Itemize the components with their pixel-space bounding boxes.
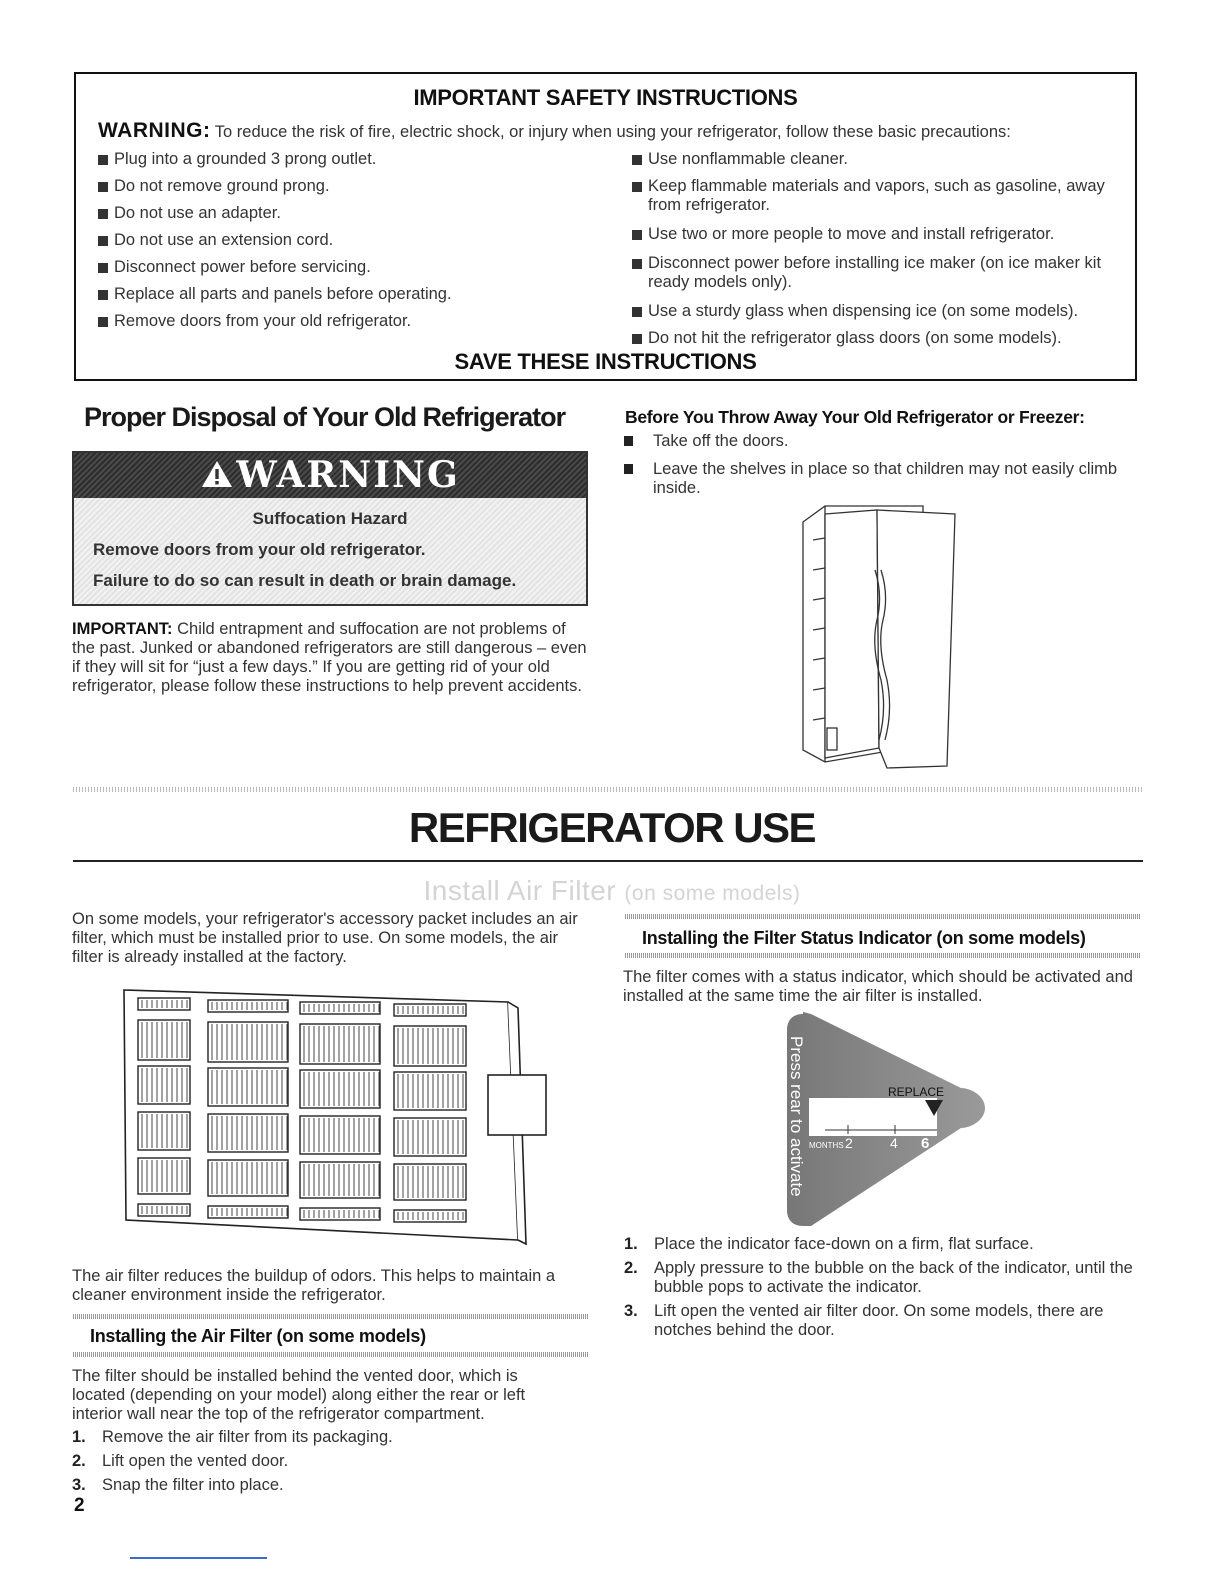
filter-slot [300, 1208, 380, 1220]
warning-body [74, 498, 586, 604]
safety-warning-line [98, 119, 1011, 143]
safety-title: IMPORTANT SAFETY INSTRUCTIONS [413, 85, 798, 110]
save-instructions: SAVE THESE INSTRUCTIONS [454, 349, 757, 374]
hazard-title: Suffocation Hazard [252, 509, 408, 528]
safety-instructions-box [74, 72, 1137, 381]
list-item: Do not remove ground prong. [97, 177, 597, 196]
divider [73, 1314, 589, 1319]
alert-triangle-icon [200, 459, 234, 489]
indicator-heading: Installing the Filter Status Indicator (on some models) [642, 928, 1086, 948]
footer-rule [130, 1557, 267, 1559]
warning-line-1: Remove doors from your old refrigerator. [93, 540, 426, 559]
month-4: 4 [890, 1135, 898, 1151]
reduces-paragraph: The air filter reduces the buildup of odors. This helps to maintain a cleaner environment inside the refrigerator. [72, 1267, 556, 1304]
press-rear-text: Press rear to activate [787, 1036, 806, 1197]
filter-steps [72, 1428, 582, 1495]
installing-filter-heading: Installing the Air Filter (on some models) [90, 1326, 426, 1346]
filter-slot [300, 1070, 380, 1108]
list-item: 1. Remove the air filter from its packaging. [72, 1428, 393, 1446]
filter-slot [300, 1162, 380, 1198]
refrigerator-illustration [795, 500, 965, 775]
main-rule [73, 860, 1143, 862]
list-item: Do not hit the refrigerator glass doors (on some models). [631, 329, 1126, 348]
before-list [622, 432, 1132, 498]
list-item: Use nonflammable cleaner. [631, 150, 1126, 169]
filter-slot [208, 1022, 288, 1062]
intro-paragraph: On some models, your refrigerator's accessory packet includes an air filter, which must be installed prior to use. On some models, the air filter is already installed at the factory. [72, 910, 578, 966]
list-item: Do not use an extension cord. [97, 231, 597, 250]
disposal-heading: Proper Disposal of Your Old Refrigerator [84, 402, 566, 432]
list-item: Do not use an adapter. [97, 204, 597, 223]
filter-slot [208, 1000, 288, 1012]
list-item: Remove doors from your old refrigerator. [97, 312, 597, 331]
filter-slot [300, 1002, 380, 1014]
filter-slot [208, 1068, 288, 1106]
list-item: Replace all parts and panels before operating. [97, 285, 597, 304]
filter-indicator-illustration [785, 1010, 990, 1230]
main-title: REFRIGERATOR USE [408, 804, 816, 851]
filter-slot [394, 1004, 466, 1016]
filter-slot [394, 1072, 466, 1110]
list-item: Use two or more people to move and install refrigerator. [631, 225, 1126, 244]
safety-right-list [631, 150, 1126, 348]
divider [625, 953, 1140, 958]
install-title-suffix: (on some models) [624, 882, 801, 905]
air-filter-illustration [118, 980, 550, 1255]
list-item: Leave the shelves in place so that children may not easily climb inside. [622, 460, 1132, 498]
divider [73, 1352, 589, 1357]
filter-slot [300, 1024, 380, 1064]
indicator-text: The filter comes with a status indicator, which should be activated and installed at the same time the air filter is installed. [623, 968, 1133, 1005]
page-number: 2 [74, 1495, 85, 1516]
months-label: MONTHS [809, 1141, 844, 1150]
list-item: Use a sturdy glass when dispensing ice (on some models). [631, 302, 1126, 321]
replace-label: REPLACE [888, 1085, 945, 1099]
warning-text: To reduce the risk of fire, electric shock, or injury when using your refrigerator, follow these basic precautions: [214, 123, 1011, 141]
step-text: Place the indicator face-down on a firm, flat surface. [654, 1235, 1034, 1253]
before-heading: Before You Throw Away Your Old Refrigerator or Freezer: [625, 407, 1085, 427]
list-item: 2. Lift open the vented door. [72, 1452, 289, 1470]
filter-slot [394, 1210, 466, 1222]
installing-filter-text: The filter should be installed behind the vented door, which is located (depending on your model) along either the rear or left interior wall near the top of the refrigerator compartment. [72, 1367, 526, 1423]
warning-bar [74, 453, 586, 498]
list-item: Keep flammable materials and vapors, such as gasoline, away from refrigerator. [631, 177, 1126, 215]
install-title-text: Install Air Filter [423, 875, 617, 906]
step-text: Lift open the vented door. [102, 1452, 289, 1470]
list-item: Disconnect power before servicing. [97, 258, 597, 277]
warning-line-2: Failure to do so can result in death or brain damage. [93, 571, 517, 590]
important-text: Child entrapment and suffocation are not problems of the past. Junked or abandoned refrigerators are still dangerous – even if they will sit for “just a few days.” If you are getting rid of your old refrigerator, please follow these instructions to help prevent accidents. [72, 620, 587, 695]
list-item: Plug into a grounded 3 prong outlet. [97, 150, 597, 169]
warning-label: WARNING: [98, 119, 211, 142]
step-text: Lift open the vented air filter door. On some models, there are notches behind the door. [654, 1302, 1104, 1339]
month-2: 2 [845, 1135, 853, 1151]
list-item: 2. Apply pressure to the bubble on the back of the indicator, until the bubble pops to activate the indicator. [624, 1259, 1133, 1296]
filter-slot [300, 1116, 380, 1154]
filter-slot [208, 1160, 288, 1196]
step-text: Apply pressure to the bubble on the back of the indicator, until the bubble pops to activate the indicator. [654, 1259, 1133, 1296]
important-label: IMPORTANT: [72, 620, 173, 638]
warning-word: WARNING [236, 454, 460, 496]
safety-left-list [97, 150, 597, 331]
month-6: 6 [921, 1135, 930, 1152]
install-title [0, 875, 1224, 907]
list-item: 3. Lift open the vented air filter door. On some models, there are notches behind the door. [624, 1302, 1104, 1339]
list-item: 1. Place the indicator face-down on a firm, flat surface. [624, 1235, 1034, 1253]
indicator-steps [624, 1235, 1144, 1340]
filter-slot [208, 1206, 288, 1218]
step-text: Remove the air filter from its packaging. [102, 1428, 393, 1446]
important-paragraph [72, 620, 588, 696]
warning-box [72, 451, 588, 606]
list-item: Take off the doors. [622, 432, 1132, 451]
list-item: Disconnect power before installing ice maker (on ice maker kit ready models only). [631, 254, 1126, 292]
filter-slot [394, 1026, 466, 1066]
filter-slot [208, 1114, 288, 1152]
divider [625, 914, 1140, 919]
warning-title [74, 454, 586, 496]
list-item: 3. Snap the filter into place. [72, 1476, 284, 1494]
filter-slot [394, 1164, 466, 1200]
filter-slot [394, 1118, 466, 1156]
section-divider [73, 787, 1143, 792]
step-text: Snap the filter into place. [102, 1476, 284, 1494]
